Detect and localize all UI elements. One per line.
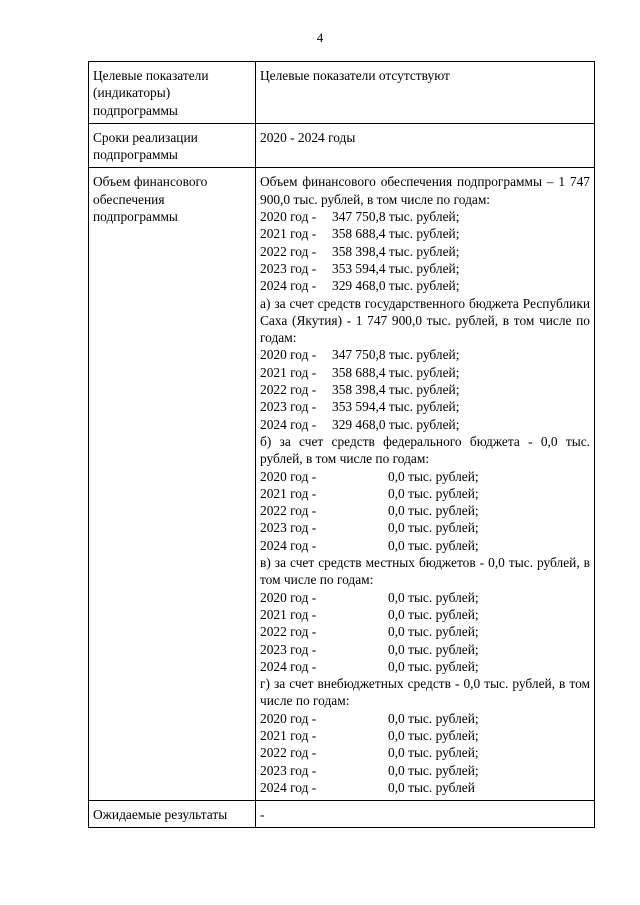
year-line	[260, 658, 590, 675]
local-budget-years-list	[260, 589, 590, 675]
amount: 0,0 тыс. рублей;	[388, 727, 479, 743]
funding-volume-value	[256, 168, 595, 801]
year: 2021 год -	[260, 226, 317, 242]
amount: 358 688,4 тыс. рублей;	[332, 364, 460, 380]
amount: 0,0 тыс. рублей;	[388, 520, 479, 536]
year: 2020 год -	[260, 347, 317, 363]
amount: 0,0 тыс. рублей;	[388, 485, 479, 501]
funding-volume-label	[89, 168, 256, 801]
amount: 0,0 тыс. рублей	[388, 779, 475, 795]
year: 2020 год -	[260, 589, 317, 605]
implementation-terms-label	[89, 123, 256, 168]
amount: 0,0 тыс. рублей;	[388, 641, 479, 657]
extrabudgetary-text: г) за счет внебюджетных средств - 0,0 тыс. рублей, в том числе по годам:	[260, 676, 590, 709]
state-budget-text: а) за счет средств государственного бюджета Республики Саха (Якутия) - 1 747 900,0 тыс. рублей, в том числе по годам:	[260, 295, 590, 346]
amount: 0,0 тыс. рублей;	[388, 762, 479, 778]
local-budget-text: в) за счет средств местных бюджетов - 0,0 тыс. рублей, в том числе по годам:	[260, 555, 590, 588]
target-indicators-value	[256, 62, 595, 124]
year: 2021 год -	[260, 727, 317, 743]
implementation-terms-text: 2020 - 2024 годы	[260, 129, 356, 145]
amount: 358 398,4 тыс. рублей;	[332, 382, 460, 398]
row-expected-results	[89, 801, 595, 828]
amount: 0,0 тыс. рублей;	[388, 624, 479, 640]
amount: 358 398,4 тыс. рублей;	[332, 243, 460, 259]
year-line	[260, 519, 590, 536]
row-implementation-terms	[89, 123, 595, 168]
amount: 0,0 тыс. рублей;	[388, 503, 479, 519]
year-line	[260, 381, 590, 398]
expected-results-value	[256, 801, 595, 828]
year: 2021 год -	[260, 364, 317, 380]
year: 2024 год -	[260, 658, 317, 674]
year-line	[260, 779, 590, 796]
target-indicators-text: Целевые показатели отсутствуют	[260, 68, 450, 83]
amount: 329 468,0 тыс. рублей;	[332, 278, 460, 294]
year: 2024 год -	[260, 779, 317, 795]
state-budget-years-list	[260, 346, 590, 432]
year: 2023 год -	[260, 520, 317, 536]
year: 2021 год -	[260, 485, 317, 501]
expected-results-label	[89, 801, 256, 828]
total-years-list	[260, 208, 590, 294]
year-line	[260, 364, 590, 381]
label-line: подпрограммы	[93, 209, 178, 225]
year-line	[260, 710, 590, 727]
year: 2022 год -	[260, 503, 317, 519]
year-line	[260, 225, 590, 242]
year-line	[260, 346, 590, 363]
expected-results-text: -	[260, 807, 265, 823]
year: 2024 год -	[260, 537, 317, 553]
year-line	[260, 537, 590, 554]
year: 2022 год -	[260, 745, 317, 761]
year-line	[260, 606, 590, 623]
year: 2020 год -	[260, 468, 317, 484]
amount: 347 750,8 тыс. рублей;	[332, 209, 460, 225]
year-line	[260, 762, 590, 779]
amount: 0,0 тыс. рублей;	[388, 589, 479, 605]
year-line	[260, 468, 590, 485]
label-line: подпрограммы	[93, 147, 178, 163]
year-line	[260, 502, 590, 519]
row-target-indicators	[89, 62, 595, 124]
year: 2023 год -	[260, 762, 317, 778]
year: 2022 год -	[260, 243, 317, 259]
year: 2024 год -	[260, 278, 317, 294]
amount: 347 750,8 тыс. рублей;	[332, 347, 460, 363]
label-line: обеспечения	[93, 191, 165, 207]
year: 2023 год -	[260, 260, 317, 276]
subprogram-passport-table	[88, 61, 595, 828]
year-line	[260, 727, 590, 744]
year: 2022 год -	[260, 624, 317, 640]
year-line	[260, 208, 590, 225]
amount: 0,0 тыс. рублей;	[388, 710, 479, 726]
implementation-terms-value	[256, 123, 595, 168]
amount: 0,0 тыс. рублей;	[388, 606, 479, 622]
label-line: (индикаторы)	[93, 85, 171, 101]
target-indicators-label	[89, 62, 256, 124]
year: 2023 год -	[260, 641, 317, 657]
year: 2023 год -	[260, 399, 317, 415]
amount: 358 688,4 тыс. рублей;	[332, 226, 460, 242]
year-line	[260, 744, 590, 761]
year-line	[260, 398, 590, 415]
amount: 353 594,4 тыс. рублей;	[332, 399, 460, 415]
funding-intro: Объем финансового обеспечения подпрограммы – 1 747 900,0 тыс. рублей, в том числе по годам:	[260, 174, 590, 207]
amount: 0,0 тыс. рублей;	[388, 745, 479, 761]
year-line	[260, 243, 590, 260]
year-line	[260, 641, 590, 658]
label-line: Целевые показатели	[93, 68, 209, 83]
label-line: Объем финансового	[93, 174, 208, 190]
row-funding-volume	[89, 168, 595, 801]
federal-budget-text: б) за счет средств федерального бюджета - 0,0 тыс. рублей, в том числе по годам:	[260, 433, 590, 467]
label-line: подпрограммы	[93, 102, 178, 118]
amount: 0,0 тыс. рублей;	[388, 537, 479, 553]
year-line	[260, 416, 590, 433]
amount: 329 468,0 тыс. рублей;	[332, 416, 460, 432]
label-line: Сроки реализации	[93, 129, 198, 145]
label-line: Ожидаемые результаты	[93, 807, 228, 823]
federal-budget-years-list	[260, 468, 590, 554]
amount: 0,0 тыс. рублей;	[388, 468, 479, 484]
year-line	[260, 277, 590, 294]
year: 2020 год -	[260, 209, 317, 225]
year-line	[260, 485, 590, 502]
year: 2022 год -	[260, 382, 317, 398]
year-line	[260, 260, 590, 277]
page-number: 4	[316, 30, 324, 45]
extrabudgetary-years-list	[260, 710, 590, 796]
year: 2020 год -	[260, 710, 317, 726]
year: 2021 год -	[260, 606, 317, 622]
year-line	[260, 623, 590, 640]
amount: 0,0 тыс. рублей;	[388, 658, 479, 674]
year-line	[260, 589, 590, 606]
year: 2024 год -	[260, 416, 317, 432]
amount: 353 594,4 тыс. рублей;	[332, 260, 460, 276]
